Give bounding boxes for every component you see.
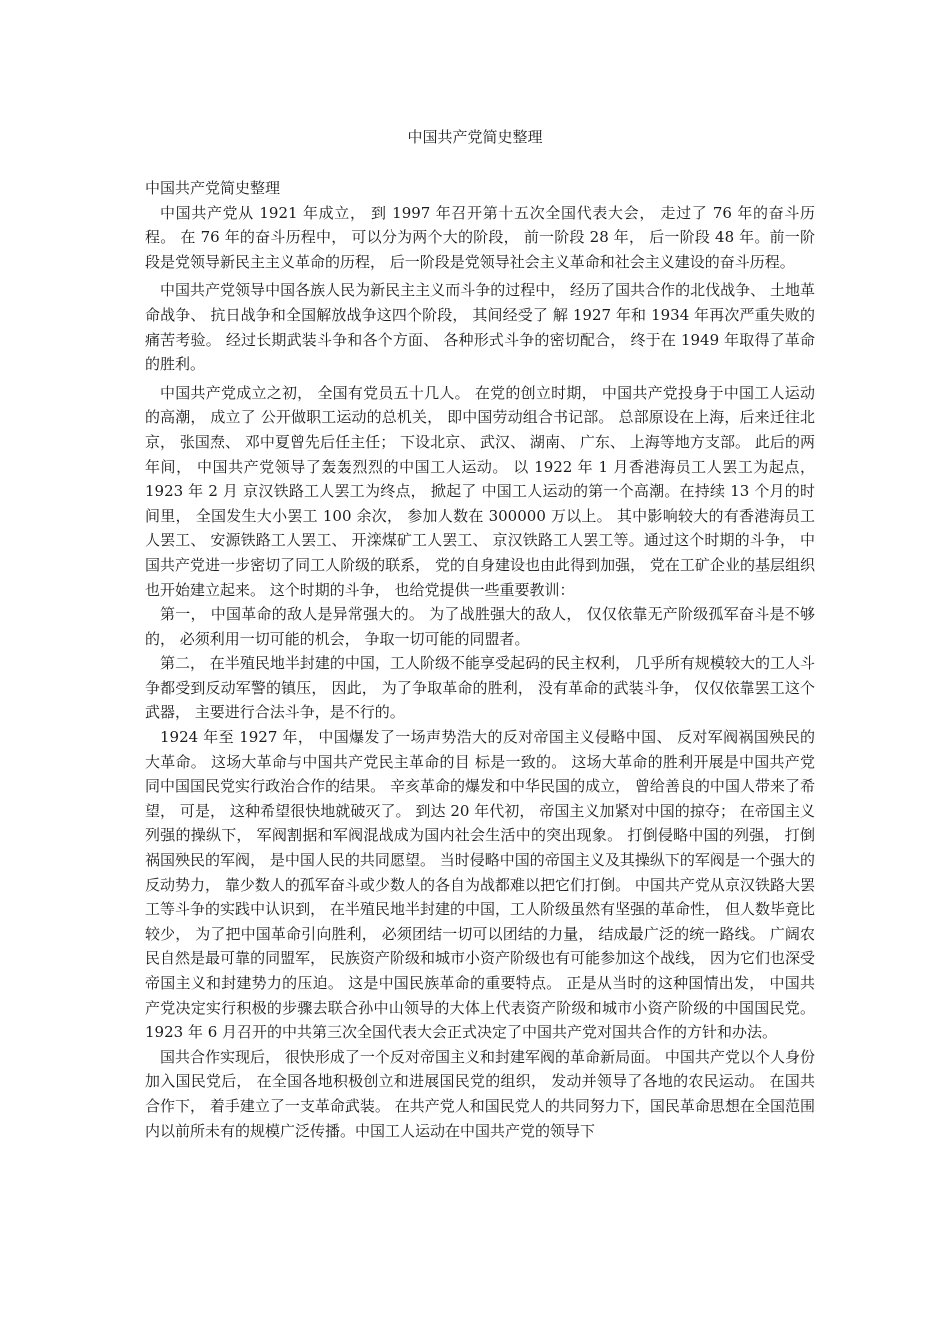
document-title: 中国共产党简史整理: [407, 128, 543, 146]
paragraph-new-democratic-revolution: 中国共产党领导中国各族人民为新民主主义而斗争的过程中， 经历了国共合作的北伐战争、 土地革命战争、 抗日战争和全国解放战争这四个阶段， 其间经受了 解 1927 年和 1934 年再次严重失败的痛苦考验。 经过长期武装斗争和各个方面、 各种形式斗争的密切配合， 终于在 1949 年取得了革命的胜利。: [145, 281, 815, 374]
paragraph-great-revolution: 1924 年至 1927 年， 中国爆发了一场声势浩大的反对帝国主义侵略中国、 反对军阀祸国殃民的大革命。 这场大革命与中国共产党民主革命的目 标是一致的。 这场大革命的胜利开展是中国共产党同中国国民党实行政治合作的结果。 辛亥革命的爆发和中华民国的成立， 曾给善良的中国人带来了希望， 可是， 这种希望很快地就破灭了。 到达 20 年代初， 帝国主义加紧对中国的掠夺； 在帝国主义列强的操纵下， 军阀割据和军阀混战成为国内社会生活中的突出现象。 打倒侵略中国的列强， 打倒祸国殃民的军阀， 是中国人民的共同愿望。 当时侵略中国的帝国主义及其操纵下的军阀是一个强大的反动势力， 靠少数人的孤军奋斗或少数人的各自为战都难以把它们打倒。 中国共产党从京汉铁路大罢工等斗争的实践中认识到， 在半殖民地半封建的中国，工人阶级虽然有坚强的革命性， 但人数毕竟比较少， 为了把中国革命引向胜利， 必须团结一切可以团结的力量， 结成最广泛的统一路线。 广阔农民自然是最可靠的同盟军， 民族资产阶级和城市小资产阶级也有可能参加这个战线， 因为它们也深受帝国主义和封建势力的压迫。 这是中国民族革命的重要特点。 正是从当时的这种国情出发， 中国共产党决定实行积极的步骤去联合孙中山领导的大体上代表资产阶级和城市小资产阶级的中国国民党。 1923 年 6 月召开的中共第三次全国代表大会正式决定了中国共产党对国共合作的方针和办法。: [145, 728, 815, 1042]
paragraph-kmt-cpc-cooperation: 国共合作实现后， 很快形成了一个反对帝国主义和封建军阀的革命新局面。 中国共产党以个人身份加入国民党后， 在全国各地积极创立和进展国民党的组织， 发动并领导了各地的农民运动。 在国共合作下， 着手建立了一支革命武装。 在共产党人和国民党人的共同努力下，国民革命思想在全国范围内以前所未有的规模广泛传播。中国工人运动在中国共产党的领导下: [145, 1047, 815, 1140]
paragraph-founding-period: 中国共产党成立之初， 全国有党员五十几人。 在党的创立时期， 中国共产党投身于中国工人运动的高潮， 成立了 公开做职工运动的总机关， 即中国劳动组合书记部。 总部原设在上海，后来迁往北京， 张国焘、 邓中夏曾先后任主任； 下设北京、 武汉、 湖南、 广东、 上海等地方支部。 此后的两年间， 中国共产党领导了轰轰烈烈的中国工人运动。 以 1922 年 1 月香港海员工人罢工为起点， 1923 年 2 月 京汉铁路工人罢工为终点， 掀起了 中国工人运动的第一个高潮。在持续 13 个月的时间里， 全国发生大小罢工 100 余次， 参加人数在 300000 万以上。 其中影响较大的有香港海员工人罢工、 安源铁路工人罢工、 开滦煤矿工人罢工、 京汉铁路工人罢工等。通过这个时期的斗争， 中国共产党进一步密切了同工人阶级的联系， 党的自身建设也由此得到加强， 党在工矿企业的基层组织也开始建立起来。 这个时期的斗争， 也给党提供一些重要教训：: [145, 383, 815, 599]
paragraph-lesson-one: 第一， 中国革命的敌人是异常强大的。 为了战胜强大的敌人， 仅仅依靠无产阶级孤军奋斗是不够的， 必须利用一切可能的机会， 争取一切可能的同盟者。: [145, 605, 815, 648]
document-heading: 中国共产党简史整理: [145, 179, 281, 197]
paragraph-overview: 中国共产党从 1921 年成立， 到 1997 年召开第十五次全国代表大会， 走过了 76 年的奋斗历程。 在 76 年的奋斗历程中， 可以分为两个大的阶段， 前一阶段 28 年， 后一阶段 48 年。前一阶段是党领导新民主主义革命的历程， 后一阶段是党领导社会主义革命和社会主义建设的奋斗历程。: [145, 203, 815, 271]
paragraph-lesson-two: 第二， 在半殖民地半封建的中国，工人阶级不能享受起码的民主权利， 几乎所有规模较大的工人斗争都受到反动军警的镇压， 因此， 为了争取革命的胜利， 没有革命的武装斗争， 仅仅依靠罢工这个武器， 主要进行合法斗争，是不行的。: [145, 654, 815, 722]
document-body: [145, 176, 815, 1143]
